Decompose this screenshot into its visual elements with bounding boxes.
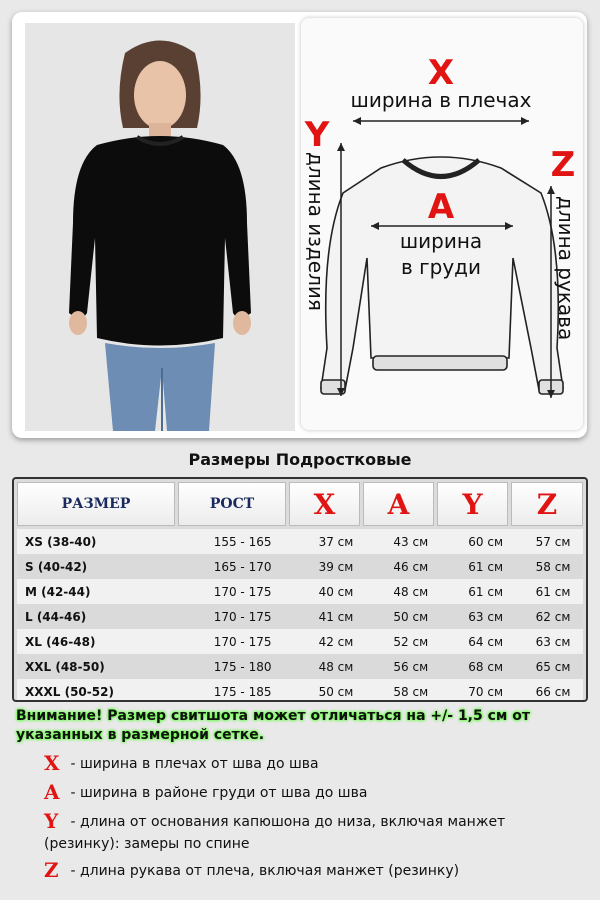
- cell-size: XXXL (50-52): [25, 684, 114, 699]
- legend-text-x: - ширина в плечах от шва до шва: [66, 756, 319, 772]
- a-label-line1: ширина: [399, 229, 483, 253]
- cell-z: 57 см: [535, 534, 571, 549]
- legend-letter-y: Y: [44, 809, 59, 833]
- product-photo: [25, 23, 295, 431]
- cell-y: 61 см: [468, 559, 504, 574]
- cell-a: 52 см: [393, 634, 429, 649]
- cell-a: 56 см: [393, 659, 429, 674]
- legend-item-a: [44, 781, 574, 804]
- cell-size: XL (46-48): [25, 634, 96, 649]
- cell-height: 175 - 185: [213, 684, 272, 699]
- cell-size: M (42-44): [25, 584, 91, 599]
- cell-size: L (44-46): [25, 609, 87, 624]
- cell-x: 37 см: [318, 534, 354, 549]
- header-z-label: Z: [536, 487, 558, 521]
- table-row: [17, 679, 583, 702]
- a-letter: A: [427, 187, 455, 227]
- cell-size: XXL (48-50): [25, 659, 105, 674]
- header-a-label: A: [387, 487, 410, 521]
- section-title: Размеры Подростковые: [188, 450, 412, 469]
- cell-z: 63 см: [535, 634, 571, 649]
- header-y-label: Y: [462, 487, 483, 521]
- cell-x: 50 см: [318, 684, 354, 699]
- cell-y: 64 см: [468, 634, 504, 649]
- table-row: [17, 579, 583, 604]
- cell-size: XS (38-40): [25, 534, 97, 549]
- cell-x: 41 см: [318, 609, 354, 624]
- cell-height: 170 - 175: [213, 584, 272, 599]
- header-x-label: X: [313, 487, 336, 521]
- header-a: [363, 482, 434, 526]
- table-row: [17, 654, 583, 679]
- size-warning: Внимание! Размер свитшота может отличаться на +/- 1,5 см от указанных в размерной сетке.: [16, 708, 530, 743]
- table-row: [17, 604, 583, 629]
- cell-a: 50 см: [393, 609, 429, 624]
- y-label: длина изделия: [304, 152, 328, 311]
- cell-x: 40 см: [318, 584, 354, 599]
- header-z: [511, 482, 583, 526]
- header-height: [178, 482, 286, 526]
- legend-letter-z: Z: [44, 858, 59, 882]
- legend-text-z: - длина рукава от плеча, включая манжет (резинку): [66, 863, 460, 879]
- legend-text-y: - длина от основания капюшона до низа, включая манжет (резинку): замеры по спине: [44, 814, 506, 852]
- cell-y: 68 см: [468, 659, 504, 674]
- table-header: [17, 482, 583, 526]
- cell-z: 65 см: [535, 659, 571, 674]
- table-row: [17, 554, 583, 579]
- header-size: [17, 482, 175, 526]
- cell-x: 39 см: [318, 559, 354, 574]
- cell-height: 170 - 175: [213, 634, 272, 649]
- cell-x: 42 см: [318, 634, 354, 649]
- cell-y: 60 см: [468, 534, 504, 549]
- y-letter: Y: [304, 115, 330, 155]
- cell-height: 155 - 165: [213, 534, 272, 549]
- cell-height: 165 - 170: [213, 559, 272, 574]
- header-x: [289, 482, 360, 526]
- cell-height: 170 - 175: [213, 609, 272, 624]
- cell-y: 61 см: [468, 584, 504, 599]
- table-row: [17, 629, 583, 654]
- header-size-label: РАЗМЕР: [61, 496, 131, 512]
- cell-a: 58 см: [393, 684, 429, 699]
- cell-a: 43 см: [393, 534, 429, 549]
- header-height-label: РОСТ: [209, 496, 255, 512]
- a-label-line2: в груди: [400, 255, 482, 279]
- table-row: [17, 529, 583, 554]
- legend-letter-a: A: [44, 780, 60, 804]
- z-label: длина рукава: [554, 196, 578, 341]
- header-y: [437, 482, 508, 526]
- cell-y: 63 см: [468, 609, 504, 624]
- cell-z: 61 см: [535, 584, 571, 599]
- legend-item-z: [44, 859, 574, 882]
- cell-z: 58 см: [535, 559, 571, 574]
- table-body: [17, 529, 583, 702]
- size-table: [12, 477, 588, 702]
- cell-height: 175 - 180: [213, 659, 272, 674]
- measurement-diagram: [301, 18, 583, 430]
- cell-z: 62 см: [535, 609, 571, 624]
- x-label: ширина в плечах: [350, 88, 532, 112]
- cell-y: 70 см: [468, 684, 504, 699]
- cell-a: 48 см: [393, 584, 429, 599]
- z-letter: Z: [550, 145, 576, 185]
- cell-size: S (40-42): [25, 559, 88, 574]
- legend-text-a: - ширина в районе груди от шва до шва: [66, 785, 368, 801]
- legend-item-x: [44, 752, 574, 775]
- legend-letter-x: X: [44, 751, 60, 775]
- measurement-legend: [44, 752, 574, 882]
- cell-x: 48 см: [318, 659, 354, 674]
- x-letter: X: [427, 53, 455, 93]
- legend-item-y: [44, 810, 574, 855]
- cell-a: 46 см: [393, 559, 429, 574]
- cell-z: 66 см: [535, 684, 571, 699]
